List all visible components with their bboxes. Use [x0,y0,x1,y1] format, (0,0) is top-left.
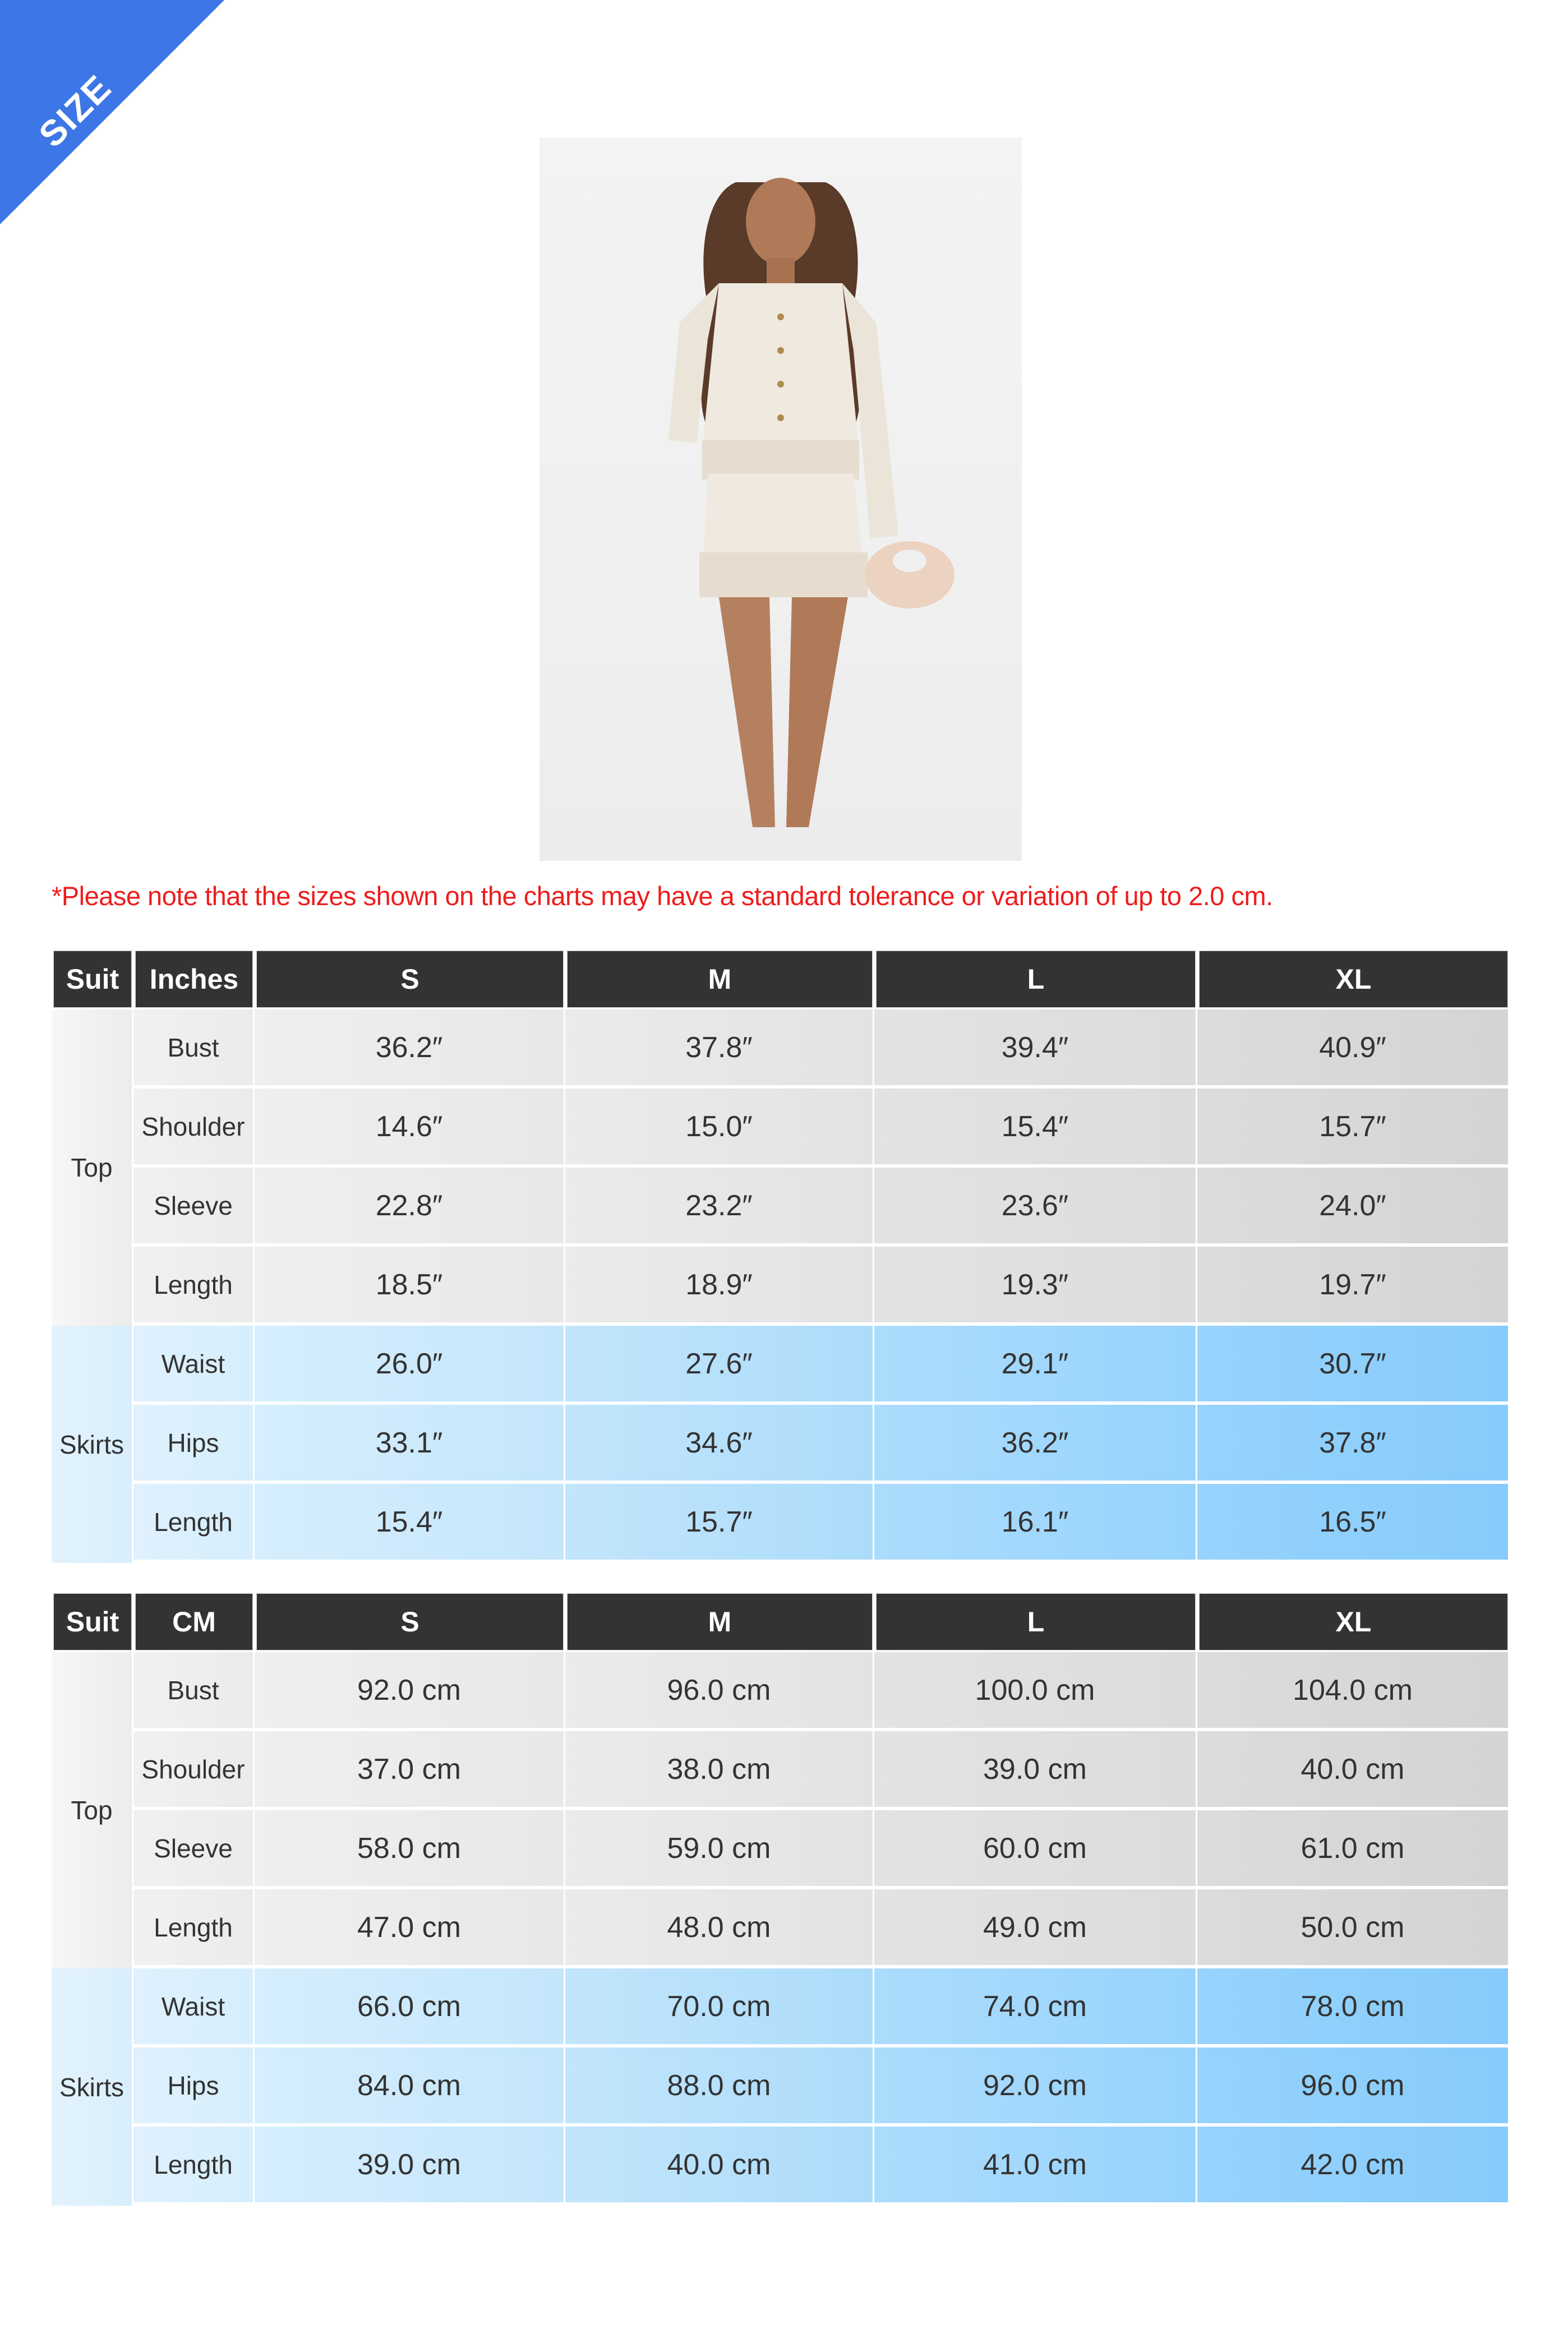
value-cell: 18.9″ [565,1247,874,1326]
value-cell: 58.0 cm [255,1810,565,1889]
tolerance-note: *Please note that the sizes shown on the charts may have a standard tolerance or variation of up to 2.0 cm. [52,881,1273,911]
group-skirts: Skirts [52,1968,133,2206]
header-size-xl: XL [1197,1592,1510,1652]
row-label: Length [133,2127,255,2206]
value-cell: 39.0 cm [255,2127,565,2206]
value-cell: 39.4″ [874,1009,1197,1089]
value-cell: 33.1″ [255,1405,565,1484]
value-cell: 29.1″ [874,1326,1197,1405]
value-cell: 40.0 cm [565,2127,874,2206]
ribbon-label: SIZE CHART [31,67,165,201]
table-body [52,1009,1510,1563]
header-size-m: M [565,949,874,1009]
value-cell: 88.0 cm [565,2047,874,2127]
value-cell: 104.0 cm [1197,1652,1510,1731]
value-cell: 96.0 cm [565,1652,874,1731]
value-cell: 84.0 cm [255,2047,565,2127]
value-cell: 23.2″ [565,1168,874,1247]
header-size-xl: XL [1197,949,1510,1009]
value-cell: 59.0 cm [565,1810,874,1889]
value-cell: 74.0 cm [874,1968,1197,2047]
product-photo [539,137,1022,861]
value-cell: 15.7″ [565,1484,874,1563]
row-label: Bust [133,1009,255,1089]
value-cell: 16.1″ [874,1484,1197,1563]
table-body [52,1652,1510,2206]
row-label: Waist [133,1968,255,2047]
header-size-l: L [874,949,1197,1009]
value-cell: 34.6″ [565,1405,874,1484]
value-cell: 27.6″ [565,1326,874,1405]
header-size-l: L [874,1592,1197,1652]
value-cell: 19.3″ [874,1247,1197,1326]
value-cell: 24.0″ [1197,1168,1510,1247]
value-cell: 100.0 cm [874,1652,1197,1731]
value-cell: 16.5″ [1197,1484,1510,1563]
value-cell: 47.0 cm [255,1889,565,1968]
row-label: Hips [133,1405,255,1484]
size-table-inches [52,949,1510,1563]
row-label: Sleeve [133,1810,255,1889]
value-cell: 42.0 cm [1197,2127,1510,2206]
header-unit: Inches [133,949,255,1009]
value-cell: 15.4″ [874,1089,1197,1168]
header-suit: Suit [52,1592,133,1652]
header-suit: Suit [52,949,133,1009]
value-cell: 30.7″ [1197,1326,1510,1405]
value-cell: 40.0 cm [1197,1731,1510,1810]
value-cell: 60.0 cm [874,1810,1197,1889]
row-label: Length [133,1247,255,1326]
value-cell: 39.0 cm [874,1731,1197,1810]
value-cell: 49.0 cm [874,1889,1197,1968]
value-cell: 48.0 cm [565,1889,874,1968]
value-cell: 37.0 cm [255,1731,565,1810]
value-cell: 22.8″ [255,1168,565,1247]
value-cell: 40.9″ [1197,1009,1510,1089]
value-cell: 18.5″ [255,1247,565,1326]
header-size-m: M [565,1592,874,1652]
row-label: Waist [133,1326,255,1405]
header-size-s: S [255,949,565,1009]
value-cell: 92.0 cm [255,1652,565,1731]
size-table-cm [52,1592,1510,2206]
value-cell: 37.8″ [1197,1405,1510,1484]
value-cell: 61.0 cm [1197,1810,1510,1889]
value-cell: 15.0″ [565,1089,874,1168]
value-cell: 19.7″ [1197,1247,1510,1326]
value-cell: 15.7″ [1197,1089,1510,1168]
group-top: Top [52,1009,133,1326]
table-header [52,949,1510,1009]
value-cell: 50.0 cm [1197,1889,1510,1968]
model-figure-illustration [539,137,1022,861]
row-label: Shoulder [133,1731,255,1810]
value-cell: 96.0 cm [1197,2047,1510,2127]
value-cell: 70.0 cm [565,1968,874,2047]
value-cell: 23.6″ [874,1168,1197,1247]
group-skirts: Skirts [52,1326,133,1563]
group-top: Top [52,1652,133,1968]
value-cell: 78.0 cm [1197,1968,1510,2047]
header-unit: CM [133,1592,255,1652]
value-cell: 38.0 cm [565,1731,874,1810]
row-label: Bust [133,1652,255,1731]
value-cell: 14.6″ [255,1089,565,1168]
value-cell: 92.0 cm [874,2047,1197,2127]
value-cell: 36.2″ [255,1009,565,1089]
value-cell: 36.2″ [874,1405,1197,1484]
value-cell: 66.0 cm [255,1968,565,2047]
size-chart-ribbon [0,0,224,224]
row-label: Length [133,1889,255,1968]
value-cell: 41.0 cm [874,2127,1197,2206]
row-label: Shoulder [133,1089,255,1168]
row-label: Sleeve [133,1168,255,1247]
row-label: Hips [133,2047,255,2127]
value-cell: 15.4″ [255,1484,565,1563]
value-cell: 26.0″ [255,1326,565,1405]
row-label: Length [133,1484,255,1563]
header-size-s: S [255,1592,565,1652]
value-cell: 37.8″ [565,1009,874,1089]
table-header [52,1592,1510,1652]
